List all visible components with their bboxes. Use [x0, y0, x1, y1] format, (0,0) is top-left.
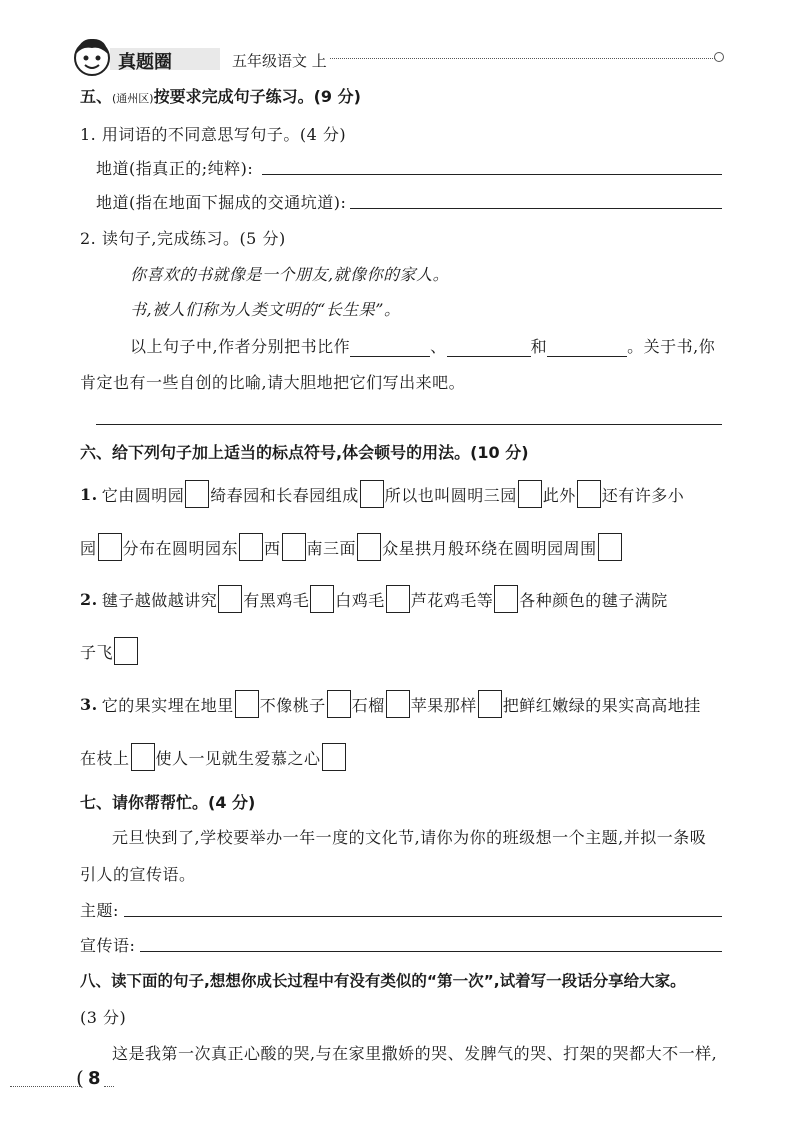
section-7-title: 七、请你帮帮忙。(4 分) — [80, 793, 256, 812]
section-5-num: 五、 — [80, 87, 113, 106]
s6-q2-row1 — [80, 585, 668, 613]
footer-divider — [10, 1086, 80, 1087]
punct-box[interactable] — [282, 533, 306, 561]
s6-q1-row1 — [80, 480, 684, 508]
punct-box[interactable] — [239, 533, 263, 561]
s5-q1: 1. 用词语的不同意思写句子。(4 分) — [80, 125, 347, 144]
s5-q2-prompt2: 肯定也有一些自创的比喻,请大胆地把它们写出来吧。 — [80, 373, 466, 392]
s6-q3-num: 3. — [80, 694, 98, 714]
section-8-title: 八、读下面的句子,想想你成长过程中有没有类似的“第一次”,试着写一段话分享给大家。 — [80, 972, 686, 990]
s6-q3-row2 — [80, 743, 347, 771]
s6-q3-text: 使人一见就生爱慕之心 — [155, 748, 321, 768]
header-divider — [330, 58, 715, 59]
punct-box[interactable] — [218, 585, 242, 613]
section-5-title — [80, 84, 361, 107]
s7-slogan-label: 宣传语: — [80, 936, 136, 955]
s5-q2-prompt — [130, 334, 715, 357]
punct-box[interactable] — [386, 690, 410, 718]
s6-q3-text: 苹果那样 — [410, 695, 477, 715]
punct-box[interactable] — [598, 533, 622, 561]
punct-box[interactable] — [478, 690, 502, 718]
s6-q3-text: 不像桃子 — [259, 695, 326, 715]
punct-box[interactable] — [577, 480, 601, 508]
s5-q2-prompt-b: 、 — [430, 337, 447, 356]
s6-q3-text: 石榴 — [351, 695, 385, 715]
punct-box[interactable] — [310, 585, 334, 613]
s6-q3-text: 在枝上 — [80, 748, 130, 768]
s6-q1-row2 — [80, 533, 623, 561]
punct-box[interactable] — [322, 743, 346, 771]
s6-q2-text: 有黑鸡毛 — [243, 590, 310, 610]
s6-q1-text: 还有许多小 — [601, 485, 685, 505]
s7-slogan-answer-line[interactable] — [140, 951, 722, 952]
s5-q2-prompt-a: 以上句子中,作者分别把书比作 — [130, 337, 351, 356]
punct-box[interactable] — [131, 743, 155, 771]
punct-box[interactable] — [494, 585, 518, 613]
punct-box[interactable] — [518, 480, 542, 508]
s6-q3-text: 它的果实埋在地里 — [101, 695, 234, 715]
s5-q1b-answer-line[interactable] — [350, 208, 722, 209]
s5-q2-prompt-c: 和 — [530, 337, 548, 356]
punct-box[interactable] — [185, 480, 209, 508]
s6-q1-text: 它由圆明园 — [101, 485, 185, 505]
s7-paragraph-2: 引人的宣传语。 — [80, 865, 196, 884]
s5-q2-prompt-d: 。关于书,你 — [627, 337, 716, 356]
footer-page-bracket: ( — [76, 1066, 84, 1090]
s6-q2-num: 2. — [80, 589, 98, 609]
punct-box[interactable] — [114, 637, 138, 665]
punct-box[interactable] — [386, 585, 410, 613]
section-8-score: (3 分) — [80, 1008, 127, 1027]
section-5-district: (通州区) — [112, 92, 154, 105]
s6-q1-num: 1. — [80, 484, 98, 504]
s6-q1-text: 园 — [80, 538, 97, 558]
section-6-title: 六、给下列句子加上适当的标点符号,体会顿号的用法。(10 分) — [80, 443, 529, 462]
s5-q1b-label: 地道(指在地面下掘成的交通坑道): — [96, 193, 347, 212]
s6-q3-text: 把鲜红嫩绿的果实高高地挂 — [502, 695, 701, 715]
punct-box[interactable] — [235, 690, 259, 718]
s7-paragraph-1: 元旦快到了,学校要举办一年一度的文化节,请你为你的班级想一个主题,并拟一条吸 — [112, 828, 707, 847]
s7-theme-answer-line[interactable] — [124, 916, 722, 917]
s6-q2-text: 子飞 — [80, 642, 114, 662]
header-end-dot — [714, 52, 724, 62]
s5-q2: 2. 读句子,完成练习。(5 分) — [80, 229, 286, 248]
section-5-title-text: 按要求完成句子练习。(9 分) — [153, 87, 361, 106]
s6-q2-row2 — [80, 637, 139, 665]
punct-box[interactable] — [327, 690, 351, 718]
s6-q1-text: 众星拱月般环绕在圆明园周围 — [382, 538, 597, 558]
s5-q2-sentence2: 书,被人们称为人类文明的“长生果”。 — [130, 300, 401, 319]
s5-q2-answer-line[interactable] — [96, 424, 722, 425]
punct-box[interactable] — [357, 533, 381, 561]
s5-q2-blank-2[interactable] — [447, 340, 531, 357]
punct-box[interactable] — [98, 533, 122, 561]
s5-q2-blank-3[interactable] — [547, 340, 627, 357]
s6-q1-text: 分布在圆明园东 — [122, 538, 239, 558]
footer-divider-right — [104, 1086, 114, 1087]
s5-q2-blank-1[interactable] — [350, 340, 430, 357]
header-brand: 真题圈 — [118, 52, 172, 73]
s6-q2-text: 白鸡毛 — [335, 590, 385, 610]
s6-q2-text: 各种颜色的毽子满院 — [519, 590, 668, 610]
s8-paragraph-1: 这是我第一次真正心酸的哭,与在家里撒娇的哭、发脾气的哭、打架的哭都大不一样, — [112, 1044, 718, 1063]
s5-q1a-answer-line[interactable] — [262, 174, 722, 175]
header-subject: 五年级语文 上 — [232, 52, 327, 70]
s6-q1-text: 绮春园和长春园组成 — [210, 485, 359, 505]
s6-q2-text: 毽子越做越讲究 — [101, 590, 218, 610]
page-number: 8 — [88, 1068, 101, 1089]
s6-q1-text: 西 — [264, 538, 281, 558]
s7-theme-label: 主题: — [80, 901, 119, 920]
s6-q1-text: 南三面 — [306, 538, 357, 558]
s6-q2-text: 芦花鸡毛等 — [410, 590, 494, 610]
mascot-icon — [70, 34, 114, 78]
s6-q1-text: 所以也叫圆明三园 — [384, 485, 517, 505]
s5-q2-sentence1: 你喜欢的书就像是一个朋友,就像你的家人。 — [130, 265, 450, 284]
s6-q3-row1 — [80, 690, 701, 718]
punct-box[interactable] — [360, 480, 384, 508]
s5-q1a-label: 地道(指真正的;纯粹): — [96, 159, 254, 178]
s6-q1-text: 此外 — [542, 485, 576, 505]
